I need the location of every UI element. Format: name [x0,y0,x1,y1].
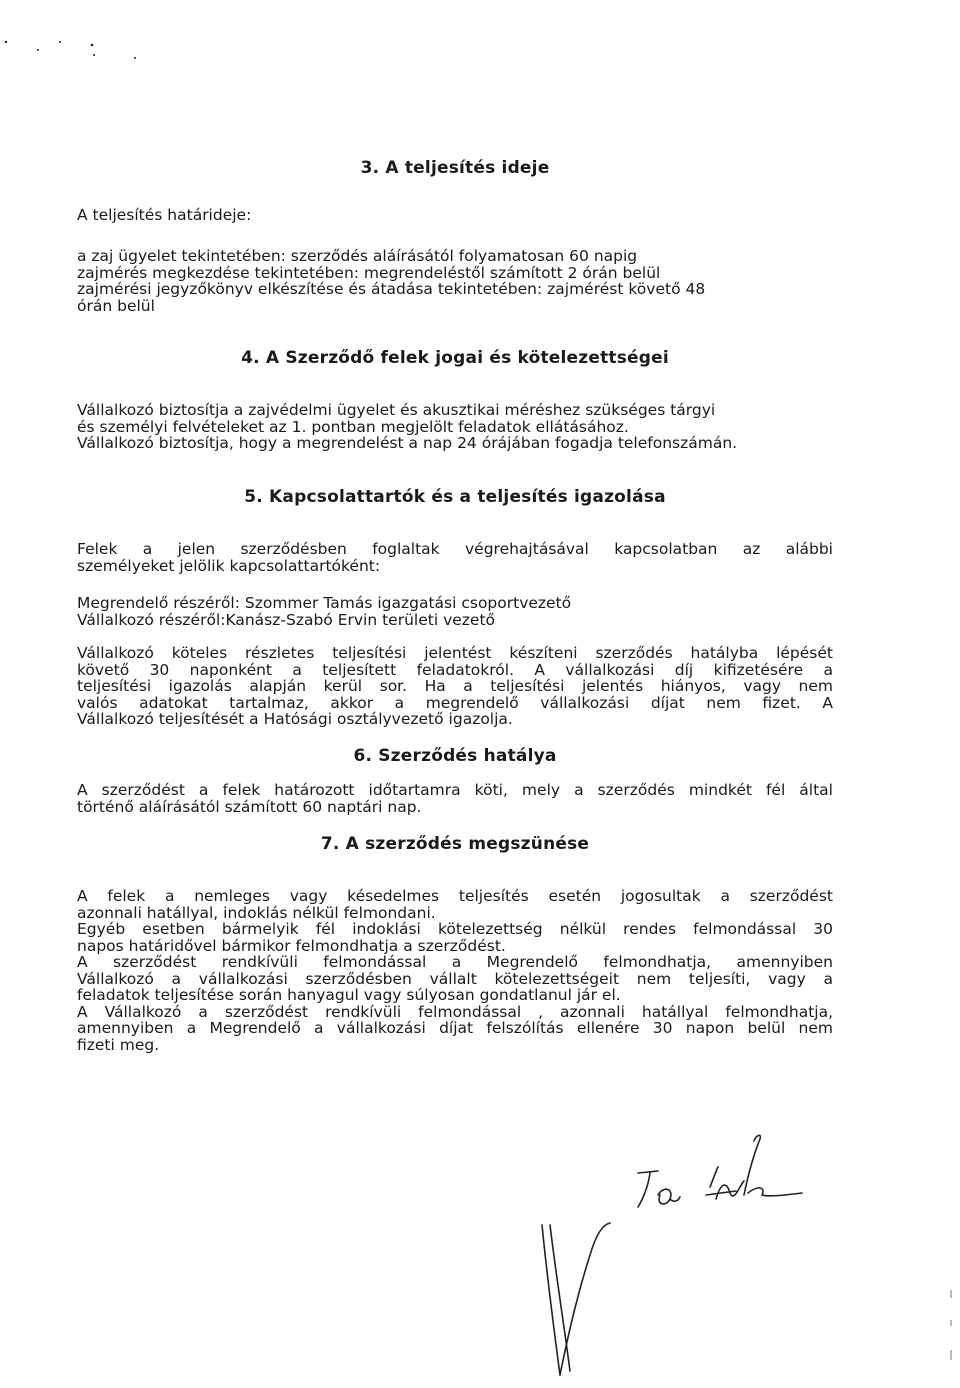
section-3-line: zajmérés megkezdése tekintetében: megrendeléstől számított 2 órán belül [77,263,661,282]
section-7-line: Egyéb esetben bármelyik fél indoklási kötelezettség nélkül rendes felmondással 30 [77,920,833,938]
scan-specks [0,0,160,70]
contact-contractor: Vállalkozó részéről:Kanász-Szabó Ervin területi vezető [77,610,496,629]
deadline-label-text: A teljesítés határideje: [77,206,252,224]
section-5-intro-line: személyeket jelölik kapcsolattartóként: [77,556,381,575]
deadline-label [77,207,833,224]
section-6-title: 6. Szerződés hatálya [353,746,557,766]
section-3-title: 3. A teljesítés ideje [360,158,550,178]
handwritten-signatures [530,1075,830,1385]
contacts-block [77,595,833,628]
section-7-line: Vállalkozó a vállalkozási szerződésben vállalt kötelezettségeit nem teljesíti, vagy a [77,969,833,988]
section-4-body [77,402,833,452]
section-6-line: történő aláírásától számított 60 naptári nap. [77,797,422,816]
section-4-title: 4. A Szerződő felek jogai és kötelezettségei [241,348,669,368]
section-7-line: amennyiben a Megrendelő a vállalkozási díjat felszólítás ellenére 30 napon belül nem [77,1019,833,1037]
section-3-body [77,248,833,314]
section-7-line: feladatok teljesítése során hanyagul vagy súlyosan gondatlanul jár el. [77,986,621,1004]
section-3-line: a zaj ügyelet tekintetében: szerződés aláírásától folyamatosan 60 napig [77,247,638,265]
scan-edge-marks [948,1290,954,1380]
section-5-report-line: valós adatokat tartalmaz, akkor a megrendelő vállalkozási díjat nem fizet. A [77,693,833,712]
section-6-body [77,782,833,815]
section-7-line: A szerződést rendkívüli felmondással a Megrendelő felmondhatja, amennyiben [77,953,833,971]
section-3-line: órán belül [77,296,155,315]
section-7-line: A Vállalkozó a szerződést rendkívüli felmondással , azonnali hatállyal felmondhatja, [77,1002,833,1021]
section-4-line: Vállalkozó biztosítja a zajvédelmi ügyelet és akusztikai méréshez szükséges tárgyi [77,401,716,419]
section-5-report-line: Vállalkozó teljesítését a Hatósági osztályvezető igazolja. [77,710,513,728]
section-7-line: A felek a nemleges vagy késedelmes teljesítés esetén jogosultak a szerződést [77,887,833,905]
section-5-title: 5. Kapcsolattartók és a teljesítés igazolása [244,487,666,507]
section-5-intro-line: Felek a jelen szerződésben foglaltak végrehajtásával kapcsolatban az alábbi [77,540,833,558]
section-7-title: 7. A szerződés megszünése [320,834,590,854]
section-4-line: és személyi felvételeket az 1. pontban megjelölt feladatok ellátásához. [77,417,629,436]
section-5-intro [77,541,833,574]
section-3-line: zajmérési jegyzőkönyv elkészítése és átadása tekintetében: zajmérést követő 48 [77,280,706,298]
section-7-line: napos határidővel bármikor felmondhatja a szerződést. [77,936,506,955]
section-5-report [77,645,833,728]
section-5-report-line: Vállalkozó köteles részletes teljesítési jelentést készíteni szerződés hatályba lépését [77,644,833,662]
signature-2 [638,1135,802,1207]
section-5-report-line: teljesítési igazolás alapján kerül sor. Ha a teljesítési jelentés hiányos, vagy nem [77,677,833,695]
signature-initial-1 [542,1223,610,1375]
contact-client: Megrendelő részéről: Szommer Tamás igazgatási csoportvezető [77,594,572,612]
section-7-line: fizeti meg. [77,1035,160,1054]
section-6-line: A szerződést a felek határozott időtartamra köti, mely a szerződés mindkét fél által [77,781,833,799]
section-5-report-line: követő 30 naponként a teljesített feladatokról. A vállalkozási díj kifizetésére a [77,660,833,679]
section-7-line: azonnali hatállyal, indoklás nélkül felmondani. [77,903,436,922]
section-7-body [77,888,833,1053]
section-4-line: Vállalkozó biztosítja, hogy a megrendelést a nap 24 órájában fogadja telefonszámán. [77,434,738,452]
